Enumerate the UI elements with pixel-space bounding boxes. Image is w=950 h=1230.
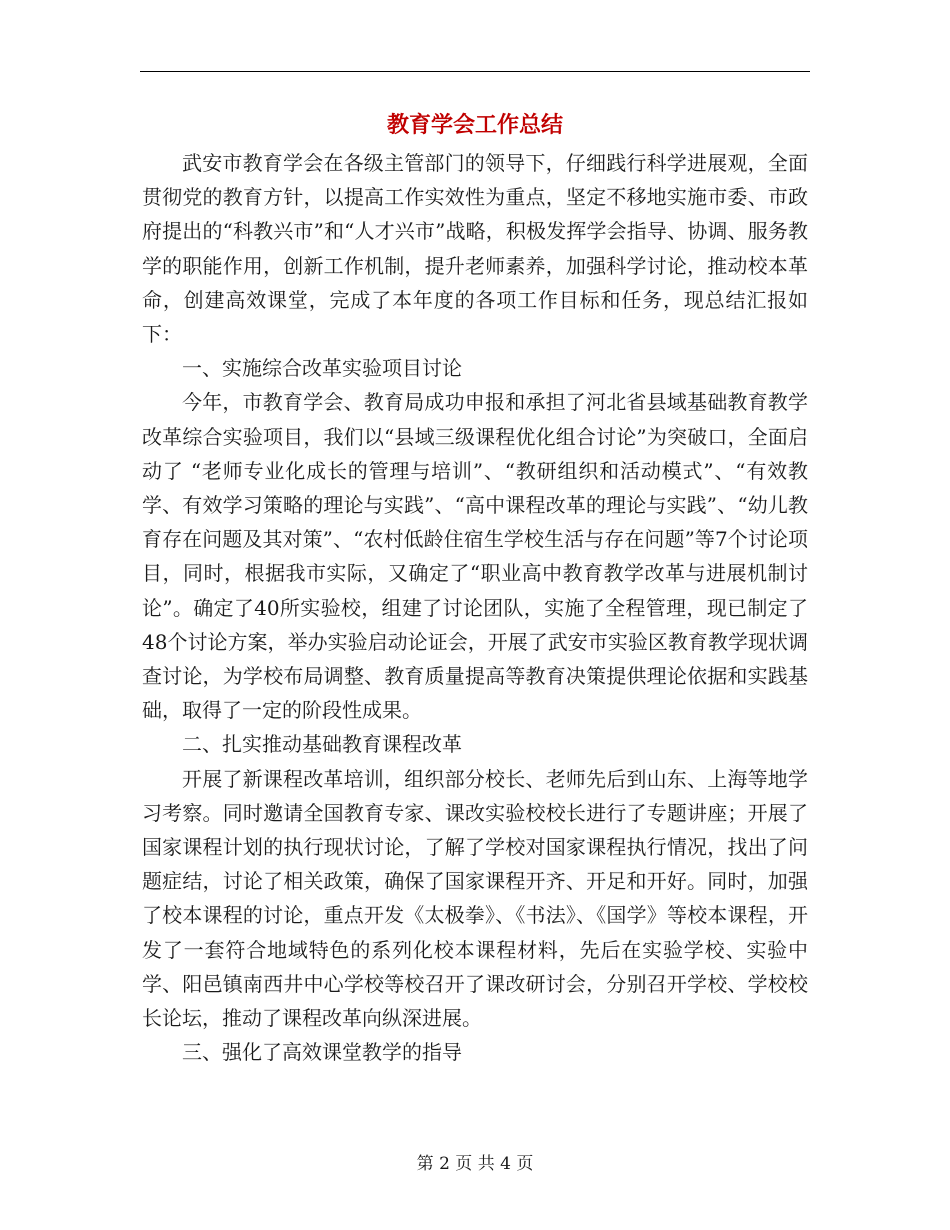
header-rule	[140, 71, 810, 72]
section-heading-3: 三、强化了高效课堂教学的指导	[182, 1040, 462, 1065]
section-heading-1: 一、实施综合改革实验项目讨论	[182, 356, 462, 381]
page-number: 第 2 页 共 4 页	[416, 1154, 534, 1174]
section-heading-2: 二、扎实推动基础教育课程改革	[182, 732, 462, 757]
document-body	[142, 146, 808, 1069]
document-title: 教育学会工作总结	[386, 113, 563, 138]
section-paragraph-1: 今年，市教育学会、教育局成功申报和承担了河北省县域基础教育教学改革综合实验项目，我们以“县域三级课程优化组合讨论”为突破口，全面启动了 “老师专业化成长的管理与培训”、“教研组织和活动模式”、“有效教学、有效学习策略的理论与实践”、“高中课程改革的理论与实践”、“幼儿教育存在问题及其对策”、“农村低龄住宿生学校生活与存在问题”等7个讨论项目，同时，根据我市实际，又确定了“职业高中教育教学改革与进展机制讨论”。确定了40所实验校，组建了讨论团队，实施了全程管理，现已制定了48个讨论方案，举办实验启动论证会，开展了武安市实验区教育教学现状调查讨论，为学校布局调整、教育质量提高等教育决策提供理论依据和实践基础，取得了一定的阶段性成果。	[142, 390, 808, 723]
intro-paragraph: 武安市教育学会在各级主管部门的领导下，仔细践行科学进展观，全面贯彻党的教育方针，以提高工作实效性为重点，坚定不移地实施市委、市政府提出的“科教兴市”和“人才兴市”战略，积极发挥学会指导、协调、服务教学的职能作用，创新工作机制，提升老师素养，加强科学讨论，推动校本革命，创建高效课堂，完成了本年度的各项工作目标和任务，现总结汇报如下：	[142, 151, 808, 347]
section-paragraph-2: 开展了新课程改革培训，组织部分校长、老师先后到山东、上海等地学习考察。同时邀请全国教育专家、课改实验校校长进行了专题讲座；开展了国家课程计划的执行现状讨论，了解了学校对国家课程执行情况，找出了问题症结，讨论了相关政策，确保了国家课程开齐、开足和开好。同时，加强了校本课程的讨论，重点开发《太极拳》、《书法》、《国学》等校本课程，开发了一套符合地域特色的系列化校本课程材料，先后在实验学校、实验中学、阳邑镇南西井中心学校等校召开了课改研讨会，分别召开学校、学校校长论坛，推动了课程改革向纵深进展。	[142, 766, 808, 1031]
